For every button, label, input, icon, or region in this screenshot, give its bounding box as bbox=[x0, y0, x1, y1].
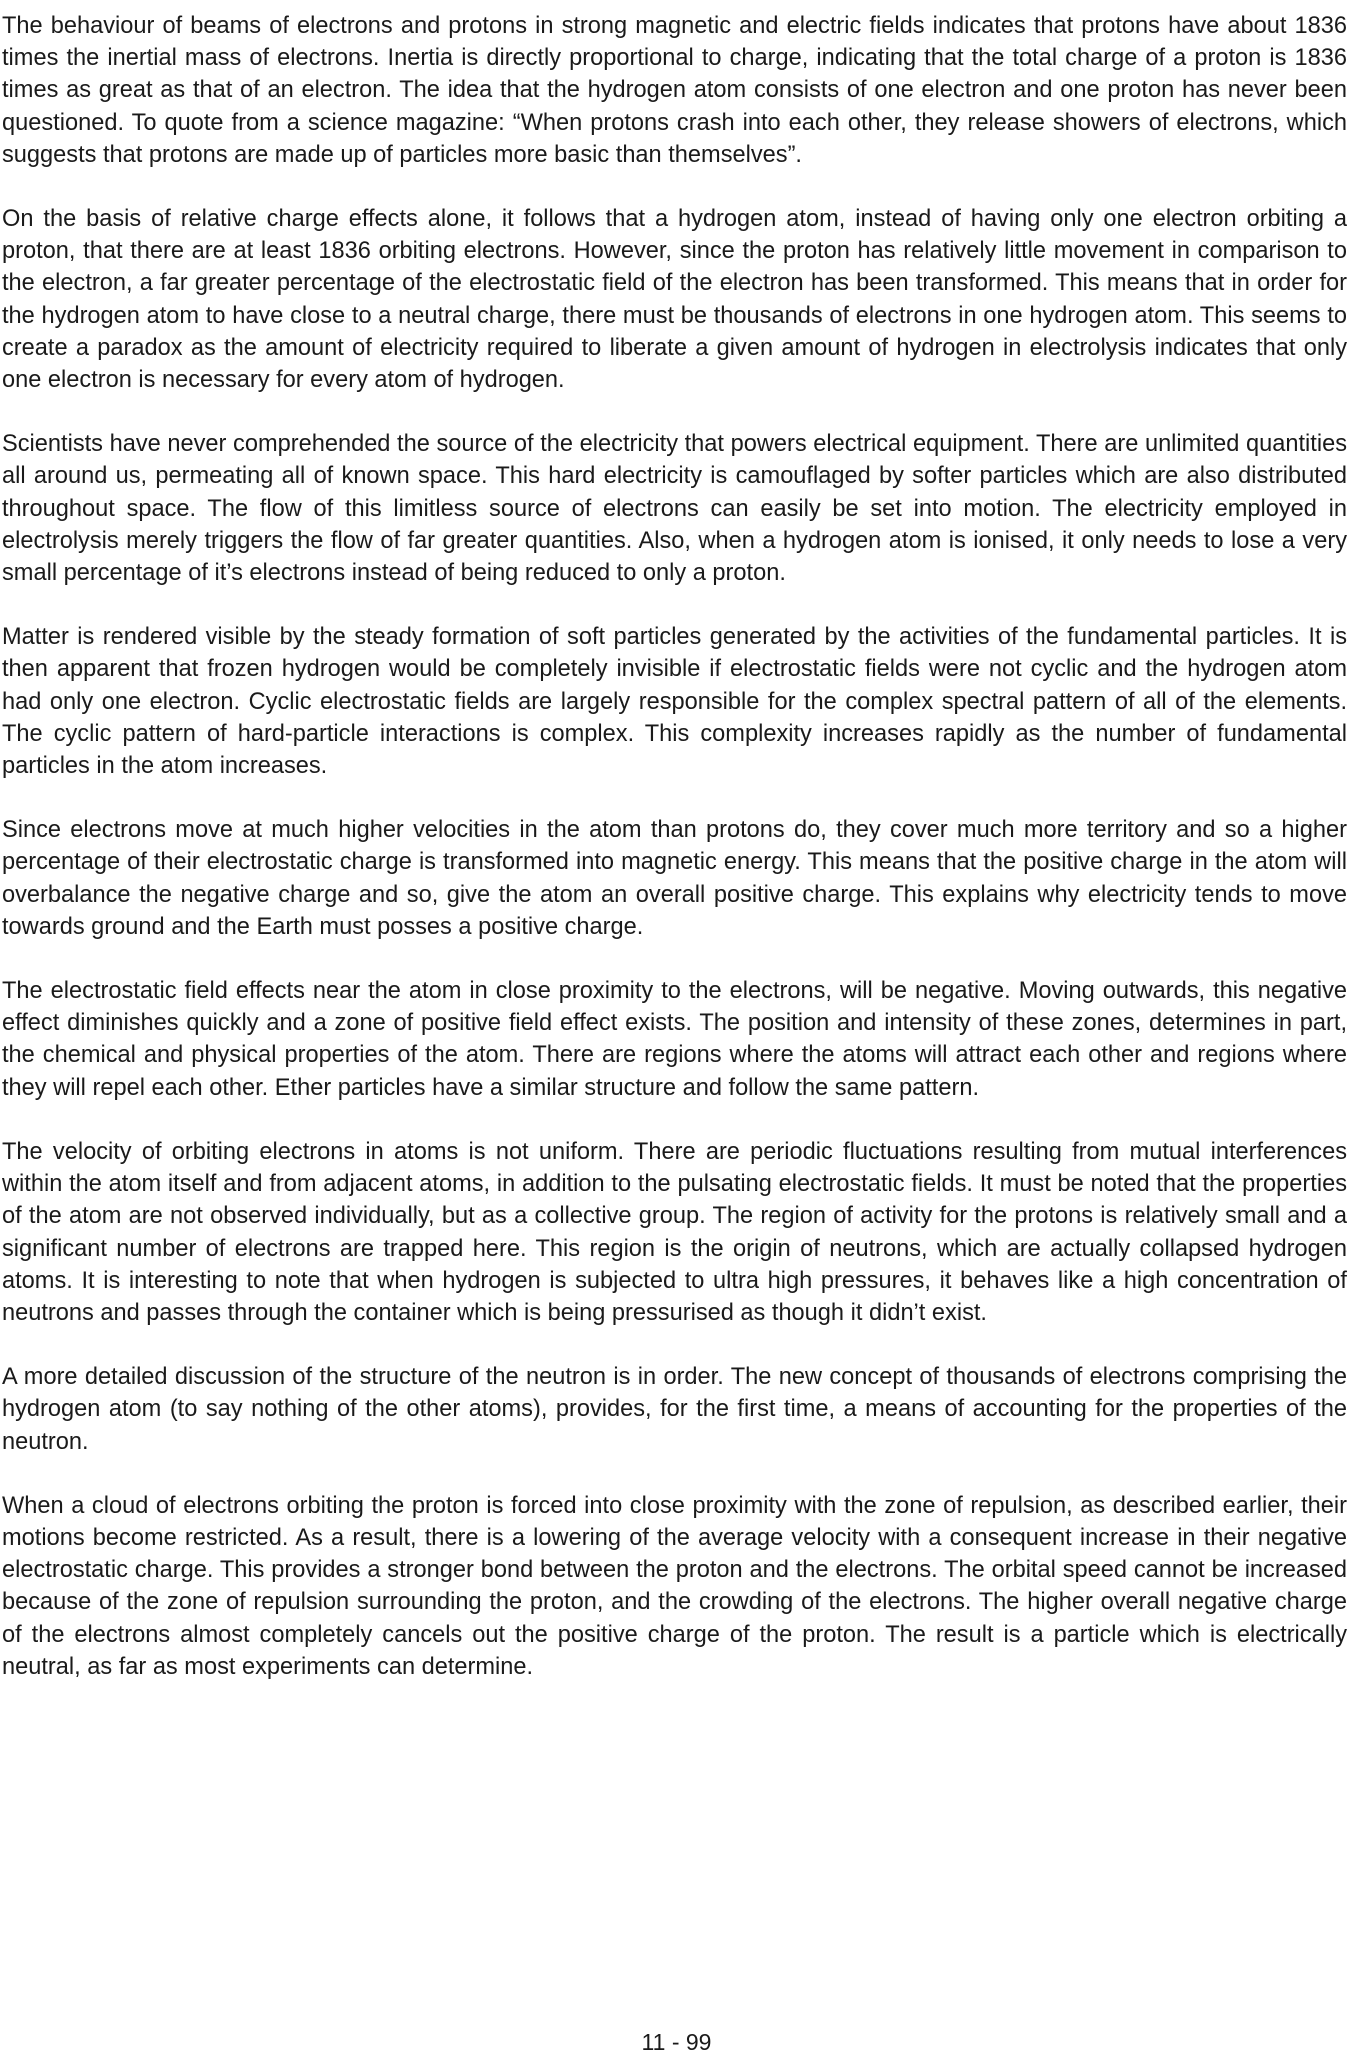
paragraph-1: The behaviour of beams of electrons and protons in strong magnetic and electric fields indicates that protons have about 1836 times the inertial mass of electrons. Inertia is directly proportional to charge, indicating that the total charge of a proton is 1836 times as great as that of an electron. The idea that the hydrogen atom consists of one electron and one proton has never been questioned. To quote from a science magazine: “When protons crash into each other, they release showers of electrons, which suggests that protons are made up of particles more basic than themselves”. bbox=[2, 13, 1347, 168]
paragraph-3: Scientists have never comprehended the source of the electricity that powers electrical equipment. There are unlimited quantities all around us, permeating all of known space. This hard electricity is camouflaged by softer particles which are also distributed throughout space. The flow of this limitless source of electrons can easily be set into motion. The electricity employed in electrolysis merely triggers the flow of far greater quantities. Also, when a hydrogen atom is ionised, it only needs to lose a very small percentage of it’s electrons instead of being reduced to only a proton. bbox=[2, 431, 1347, 587]
document-body bbox=[2, 10, 1347, 1715]
paragraph-6: The electrostatic field effects near the atom in close proximity to the electrons, will be negative. Moving outwards, this negative effect diminishes quickly and a zone of positive field effect exists. The position and intensity of these zones, determines in part, the chemical and physical properties of the atom. There are regions where the atoms will attract each other and regions where they will repel each other. Ether particles have a similar structure and follow the same pattern. bbox=[2, 978, 1347, 1101]
page-number: 11 - 99 bbox=[641, 2029, 712, 2055]
paragraph-4: Matter is rendered visible by the steady formation of soft particles generated by the activities of the fundamental particles. It is then apparent that frozen hydrogen would be completely invisible if electrostatic fields were not cyclic and the hydrogen atom had only one electron. Cyclic electrostatic fields are largely responsible for the complex spectral pattern of all of the elements. The cyclic pattern of hard-particle interactions is complex. This complexity increases rapidly as the number of fundamental particles in the atom increases. bbox=[2, 624, 1347, 780]
paragraph-7: The velocity of orbiting electrons in atoms is not uniform. There are periodic fluctuations resulting from mutual interferences within the atom itself and from adjacent atoms, in addition to the pulsating electrostatic fields. It must be noted that the properties of the atom are not observed individually, but as a collective group. The region of activity for the protons is relatively small and a significant number of electrons are trapped here. This region is the origin of neutrons, which are actually collapsed hydrogen atoms. It is interesting to note that when hydrogen is subjected to ultra high pressures, it behaves like a high concentration of neutrons and passes through the container which is being pressurised as though it didn’t exist. bbox=[2, 1138, 1347, 1326]
paragraph-5: Since electrons move at much higher velocities in the atom than protons do, they cover much more territory and so a higher percentage of their electrostatic charge is transformed into magnetic energy. This means that the positive charge in the atom will overbalance the negative charge and so, give the atom an overall positive charge. This explains why electricity tends to move towards ground and the Earth must posses a positive charge. bbox=[2, 817, 1347, 940]
paragraph-8: A more detailed discussion of the structure of the neutron is in order. The new concept of thousands of electrons comprising the hydrogen atom (to say nothing of the other atoms), provides, for the first time, a means of accounting for the properties of the neutron. bbox=[2, 1364, 1347, 1455]
paragraph-9: When a cloud of electrons orbiting the proton is forced into close proximity with the zone of repulsion, as described earlier, their motions become restricted. As a result, there is a lowering of the average velocity with a consequent increase in their negative electrostatic charge. This provides a stronger bond between the proton and the electrons. The orbital speed cannot be increased because of the zone of repulsion surrounding the proton, and the crowding of the electrons. The higher overall negative charge of the electrons almost completely cancels out the positive charge of the proton. The result is a particle which is electrically neutral, as far as most experiments can determine. bbox=[2, 1492, 1347, 1680]
paragraph-2: On the basis of relative charge effects alone, it follows that a hydrogen atom, instead of having only one electron orbiting a proton, that there are at least 1836 orbiting electrons. However, since the proton has relatively little movement in comparison to the electron, a far greater percentage of the electrostatic field of the electron has been transformed. This means that in order for the hydrogen atom to have close to a neutral charge, there must be thousands of electrons in one hydrogen atom. This seems to create a paradox as the amount of electricity required to liberate a given amount of hydrogen in electrolysis indicates that only one electron is necessary for every atom of hydrogen. bbox=[2, 206, 1347, 394]
